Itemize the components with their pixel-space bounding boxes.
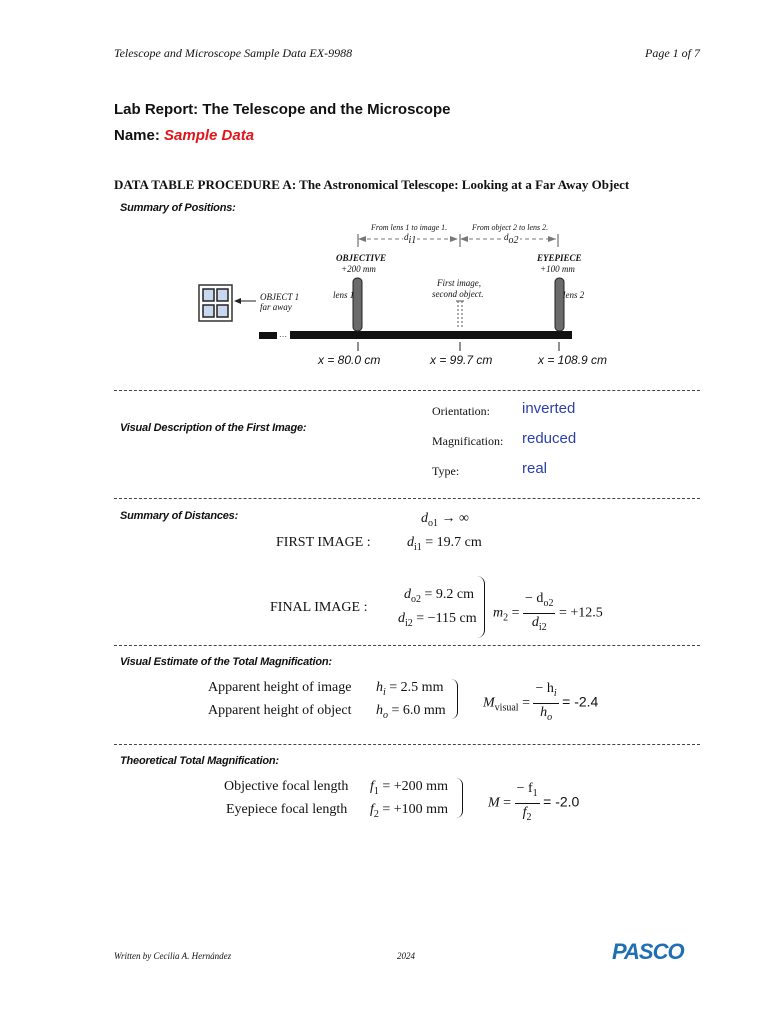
theoretical-label: Theoretical Total Magnification: bbox=[120, 755, 279, 767]
divider-3 bbox=[114, 645, 700, 646]
footer-author: Written by Cecilia A. Hernández bbox=[114, 951, 232, 961]
m-theoretical-equation: M = $\frac{- f_1}{f_2}$ = -2.0 bbox=[488, 781, 580, 823]
divider-4 bbox=[114, 744, 700, 745]
objective-focal-label: Objective focal length bbox=[224, 779, 349, 794]
theoretical-brace bbox=[456, 778, 463, 818]
orientation-value: inverted bbox=[522, 400, 576, 417]
image-height-value: $h_i = 2.5$ mm bbox=[376, 680, 444, 698]
distances-label: Summary of Distances: bbox=[120, 510, 239, 522]
x3-label: x = 108.9 cm bbox=[538, 353, 608, 367]
m-visual-equation: $M_{visual}$ = $\frac{- h_i}{h_o}$ = -2.4 bbox=[483, 681, 599, 723]
divider-1 bbox=[114, 390, 700, 391]
magnification-value: reduced bbox=[522, 430, 577, 447]
orientation-label: Orientation: bbox=[432, 404, 490, 418]
final-image-brace bbox=[476, 576, 485, 638]
lens2-label: lens 2 bbox=[563, 290, 585, 300]
eyepiece-label: EYEPIECE bbox=[537, 253, 582, 263]
final-image-label: FINAL IMAGE : bbox=[270, 600, 368, 615]
report-title: Lab Report: The Telescope and the Microscope bbox=[114, 101, 451, 118]
dim1-text: From lens 1 to image 1. bbox=[371, 223, 448, 232]
second-object-label: second object. bbox=[432, 289, 484, 299]
do2-equation: $d_{o2} = 9.2$ cm bbox=[404, 587, 474, 605]
object-height-value: $h_o = 6.0$ mm bbox=[376, 703, 446, 721]
pasco-logo: PASCO bbox=[612, 939, 684, 964]
type-value: real bbox=[522, 460, 548, 477]
visual-label: Visual Description of the First Image: bbox=[120, 422, 307, 434]
x2-label: x = 99.7 cm bbox=[430, 353, 493, 367]
visual-estimate-label: Visual Estimate of the Total Magnification: bbox=[120, 656, 332, 668]
eyepiece-focal-label: Eyepiece focal length bbox=[226, 802, 348, 817]
lens1-label: lens 1 bbox=[333, 290, 355, 300]
eyepiece-focal: +100 mm bbox=[540, 264, 575, 274]
dim2-text: From object 2 to lens 2. bbox=[472, 223, 549, 232]
positions-label: Summary of Positions: bbox=[120, 202, 236, 214]
type-label: Type: bbox=[432, 464, 460, 478]
name-line bbox=[114, 127, 254, 144]
dim1-symbol: $d_{i1}$ bbox=[404, 232, 417, 246]
svg-text:…: … bbox=[279, 330, 287, 339]
footer-year: 2024 bbox=[397, 951, 415, 961]
magnification-label: Magnification: bbox=[432, 434, 504, 448]
object-height-label: Apparent height of object bbox=[208, 703, 352, 718]
dim2-symbol: $d_{o2}$ bbox=[504, 232, 519, 246]
object1-sub: far away bbox=[260, 302, 292, 312]
estimate-brace bbox=[451, 679, 458, 719]
name-value: Sample Data bbox=[164, 127, 255, 144]
name-label: Name: bbox=[114, 127, 160, 144]
di1-equation: $d_{i1} = 19.7$ cm bbox=[407, 535, 482, 553]
objective-focal-value: $f_1 = +200$ mm bbox=[370, 779, 448, 797]
m2-equation: $m_2$ = $\frac{- d_{o2}}{d_{i2}}$ = +12.5 bbox=[493, 591, 603, 633]
divider-2 bbox=[114, 498, 700, 499]
page-number: Page 1 of 7 bbox=[645, 46, 700, 60]
first-image-label: FIRST IMAGE : bbox=[276, 535, 371, 550]
objective-focal: +200 mm bbox=[341, 264, 376, 274]
x1-label: x = 80.0 cm bbox=[318, 353, 381, 367]
first-image-label: First image, bbox=[437, 278, 481, 288]
image-height-label: Apparent height of image bbox=[208, 680, 352, 695]
objective-label: OBJECTIVE bbox=[336, 253, 387, 263]
object1-label: OBJECT 1 bbox=[260, 292, 300, 302]
header-title: Telescope and Microscope Sample Data EX-9988 bbox=[114, 46, 353, 60]
eyepiece-focal-value: $f_2 = +100$ mm bbox=[370, 802, 448, 820]
procedure-title: DATA TABLE PROCEDURE A: The Astronomical Telescope: Looking at a Far Away Object bbox=[114, 177, 630, 192]
di2-equation: $d_{i2} = -115$ cm bbox=[398, 611, 477, 629]
do1-equation: $d_{o1}$ → ∞ bbox=[421, 511, 469, 529]
